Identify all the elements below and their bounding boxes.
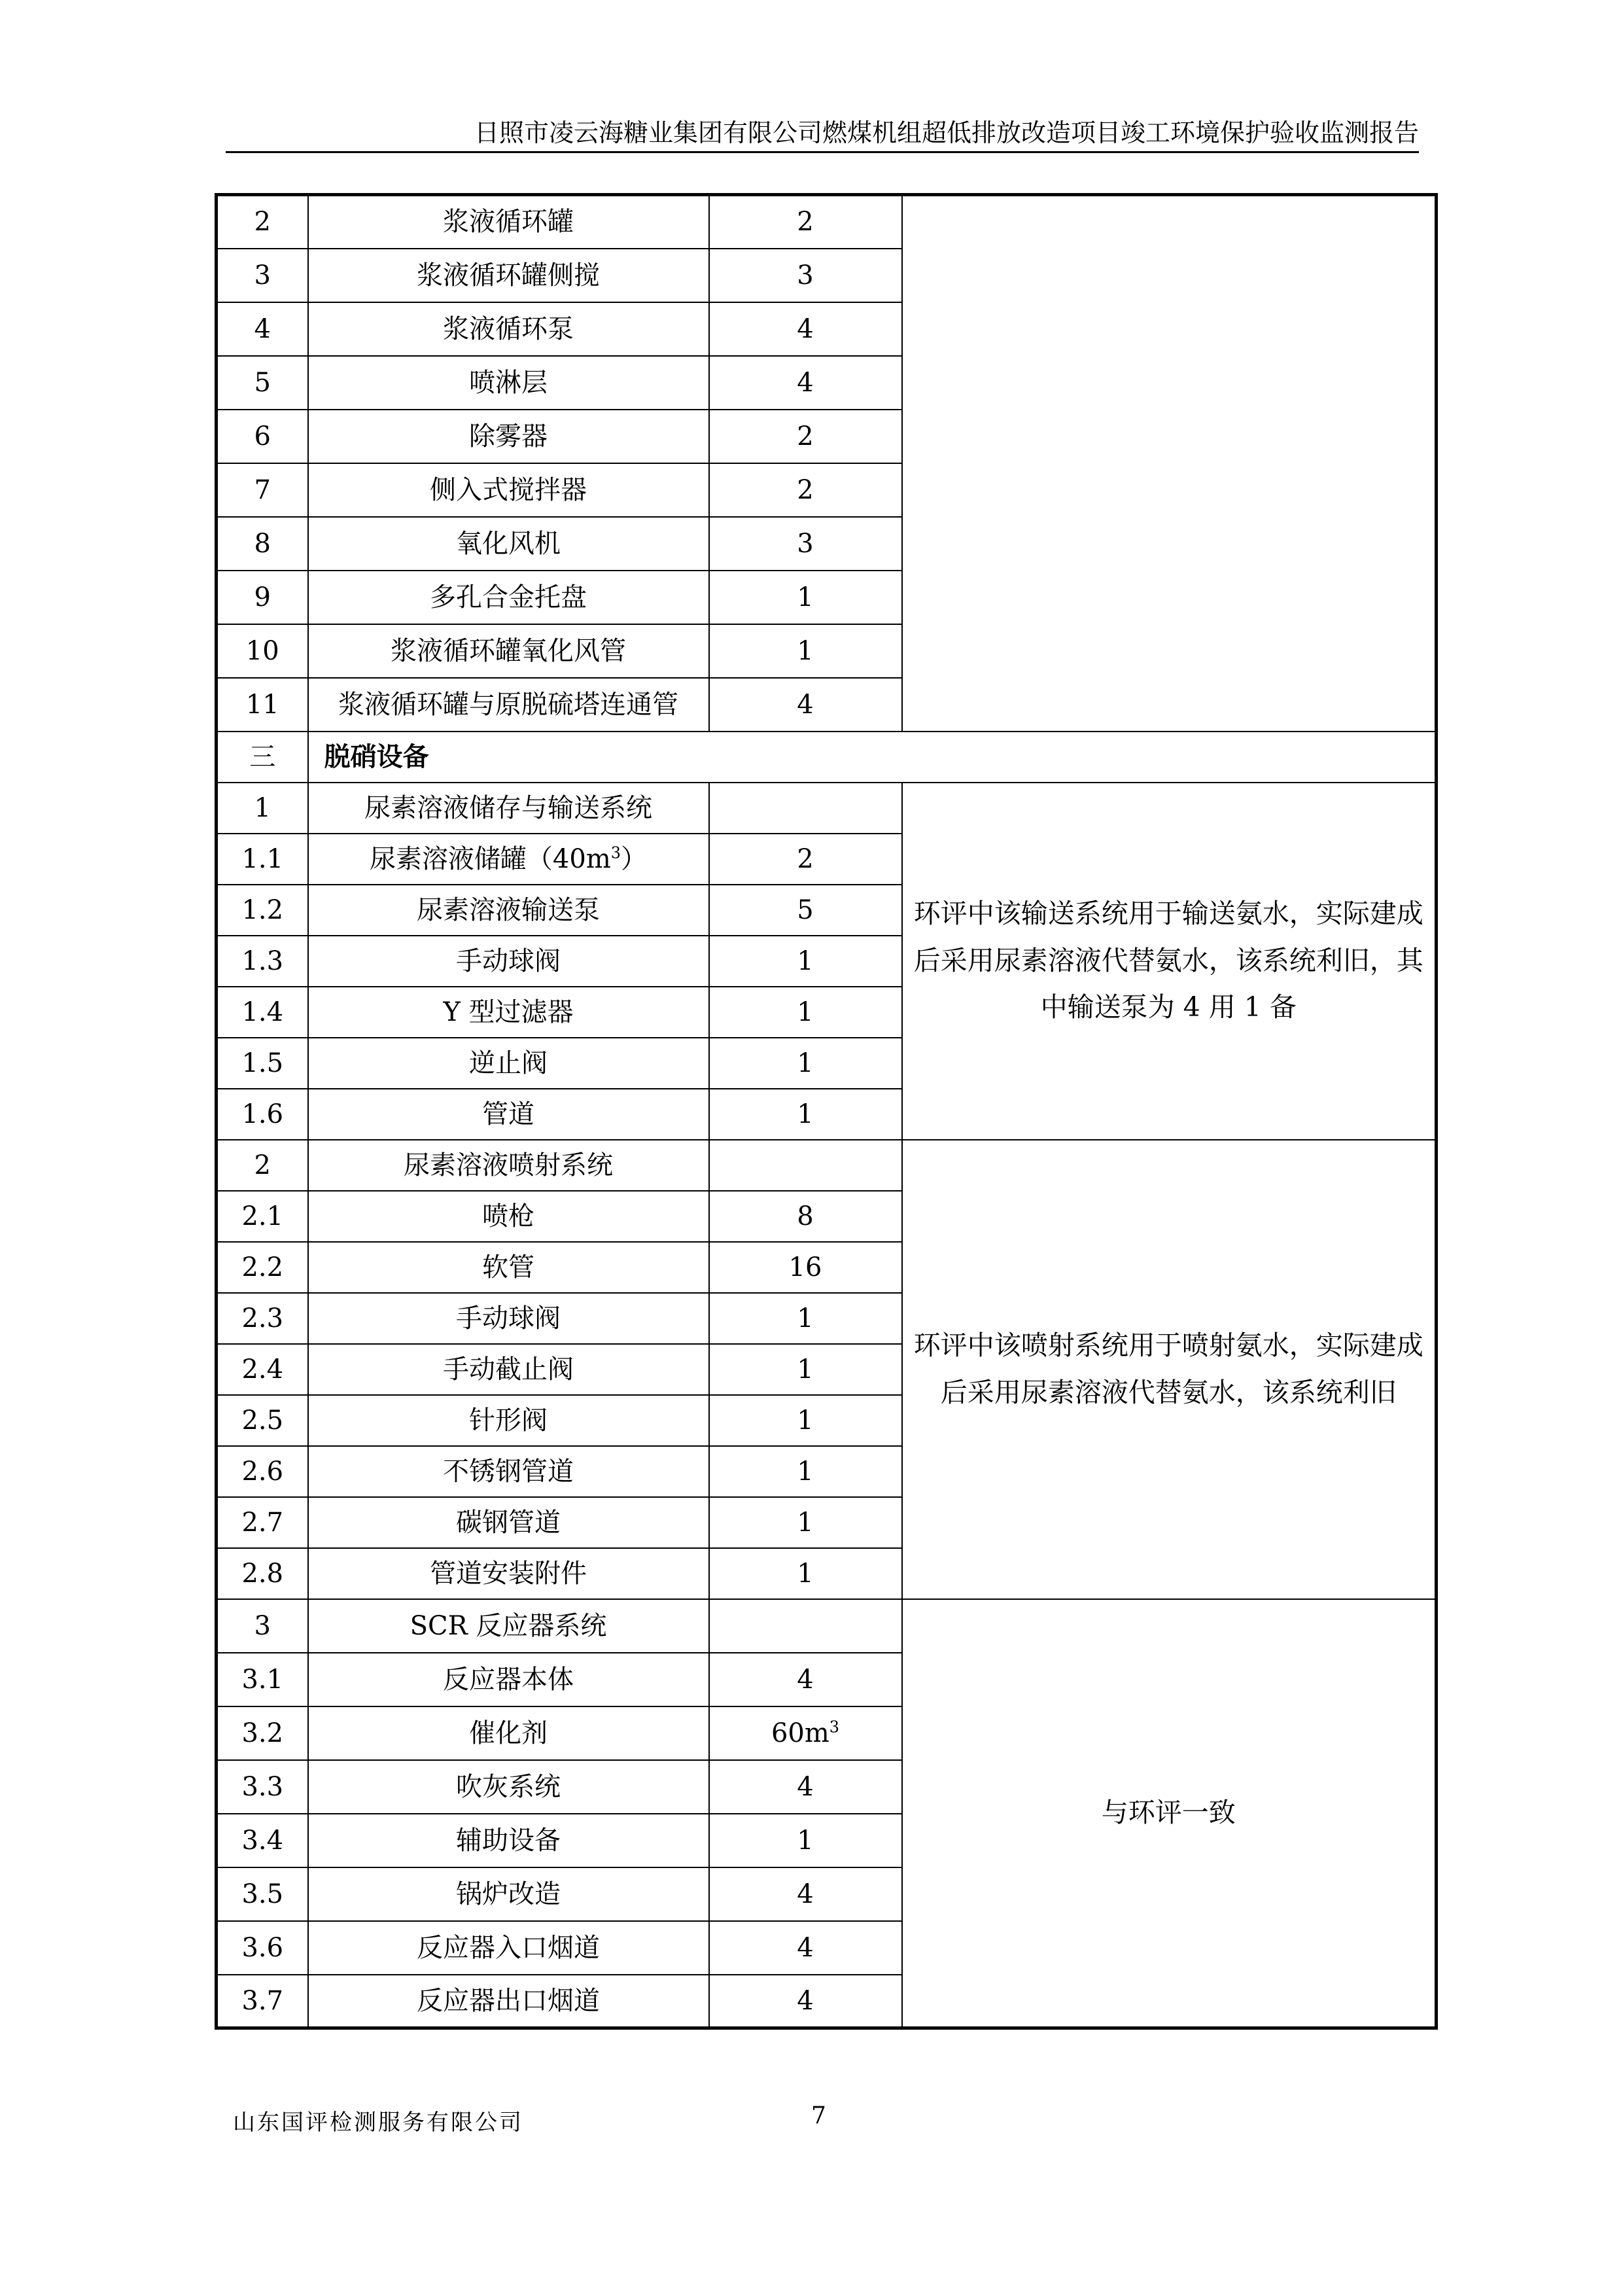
row-name: 尿素溶液喷射系统 (308, 1140, 709, 1191)
row-name: 不锈钢管道 (308, 1446, 709, 1497)
row-no: 2.1 (217, 1191, 308, 1242)
row-name: 反应器出口烟道 (308, 1975, 709, 2028)
row-qty: 1 (709, 987, 902, 1038)
row-name: 喷淋层 (308, 356, 709, 410)
row-qty (709, 1140, 902, 1191)
section-name: 脱硝设备 (308, 732, 1437, 783)
header-rule (226, 151, 1419, 153)
report-header-title: 日照市凌云海糖业集团有限公司燃煤机组超低排放改造项目竣工环境保护验收监测报告 (474, 118, 1419, 147)
row-name: 手动截止阀 (308, 1344, 709, 1395)
row-qty: 2 (709, 195, 902, 249)
row-qty: 1 (709, 1497, 902, 1548)
remark-cell: 与环评一致 (902, 1599, 1437, 2028)
row-name-end: ） (621, 843, 648, 874)
row-name: 浆液循环罐 (308, 195, 709, 249)
row-name: 浆液循环罐与原脱硫塔连通管 (308, 678, 709, 732)
row-qty: 1 (709, 571, 902, 624)
row-name: 除雾器 (308, 410, 709, 463)
row-qty: 1 (709, 1293, 902, 1344)
row-name: 尿素溶液储存与输送系统 (308, 783, 709, 834)
row-no: 3 (217, 1599, 308, 1653)
row-qty: 16 (709, 1242, 902, 1293)
row-name: 喷枪 (308, 1191, 709, 1242)
section-row (217, 732, 1437, 783)
row-no: 2 (217, 195, 308, 249)
row-qty: 1 (709, 1038, 902, 1089)
row-no: 1.2 (217, 885, 308, 936)
row-qty (709, 783, 902, 834)
row-qty: 2 (709, 834, 902, 885)
empty-remark-cell (902, 195, 1437, 732)
row-qty: 4 (709, 1921, 902, 1975)
remark-cell: 环评中该喷射系统用于喷射氨水，实际建成后采用尿素溶液代替氨水，该系统利旧 (902, 1140, 1437, 1599)
remark-cell: 环评中该输送系统用于输送氨水，实际建成后采用尿素溶液代替氨水，该系统利旧，其中输送泵为 4 用 1 备 (902, 783, 1437, 1140)
row-qty: 4 (709, 302, 902, 356)
row-name: 尿素溶液输送泵 (308, 885, 709, 936)
row-qty (709, 1599, 902, 1653)
row-qty: 3 (709, 517, 902, 571)
row-qty: 2 (709, 410, 902, 463)
row-qty: 1 (709, 1548, 902, 1599)
superscript: 3 (829, 1718, 840, 1737)
row-name-text: 尿素溶液储罐（40m (369, 843, 611, 874)
row-name: 锅炉改造 (308, 1867, 709, 1921)
row-qty: 4 (709, 1867, 902, 1921)
row-no: 3.2 (217, 1706, 308, 1760)
row-name: 多孔合金托盘 (308, 571, 709, 624)
row-no: 9 (217, 571, 308, 624)
row-no: 2.5 (217, 1395, 308, 1446)
row-no: 6 (217, 410, 308, 463)
row-qty (709, 1706, 902, 1760)
row-name: SCR 反应器系统 (308, 1599, 709, 1653)
row-no: 3.4 (217, 1814, 308, 1867)
row-qty-text: 60m (771, 1718, 829, 1748)
row-qty: 4 (709, 356, 902, 410)
row-no: 7 (217, 463, 308, 517)
row-no: 2.4 (217, 1344, 308, 1395)
row-qty: 1 (709, 1344, 902, 1395)
row-no: 3.5 (217, 1867, 308, 1921)
row-no: 3.7 (217, 1975, 308, 2028)
row-name: Y 型过滤器 (308, 987, 709, 1038)
row-name: 碳钢管道 (308, 1497, 709, 1548)
row-qty: 8 (709, 1191, 902, 1242)
row-no: 3.6 (217, 1921, 308, 1975)
row-no: 2.6 (217, 1446, 308, 1497)
equipment-table (215, 193, 1438, 2030)
footer-company-name: 山东国评检测服务有限公司 (233, 2110, 523, 2136)
row-name: 催化剂 (308, 1706, 709, 1760)
row-name: 手动球阀 (308, 1293, 709, 1344)
row-no: 8 (217, 517, 308, 571)
row-no: 11 (217, 678, 308, 732)
group-header-row (217, 1599, 1437, 1653)
superscript: 3 (610, 843, 621, 862)
row-qty: 1 (709, 1446, 902, 1497)
row-qty: 1 (709, 936, 902, 987)
row-qty: 1 (709, 624, 902, 678)
row-name: 软管 (308, 1242, 709, 1293)
row-no: 3.1 (217, 1653, 308, 1706)
row-name: 手动球阀 (308, 936, 709, 987)
row-qty: 2 (709, 463, 902, 517)
row-name: 逆止阀 (308, 1038, 709, 1089)
row-qty: 3 (709, 249, 902, 302)
row-no: 1.3 (217, 936, 308, 987)
row-no: 1.5 (217, 1038, 308, 1089)
row-qty: 1 (709, 1814, 902, 1867)
row-name: 吹灰系统 (308, 1760, 709, 1814)
table-row (217, 195, 1437, 249)
row-no: 5 (217, 356, 308, 410)
row-name: 针形阀 (308, 1395, 709, 1446)
row-name: 侧入式搅拌器 (308, 463, 709, 517)
row-no: 1.4 (217, 987, 308, 1038)
row-name: 浆液循环罐侧搅 (308, 249, 709, 302)
row-qty: 4 (709, 1760, 902, 1814)
row-name: 氧化风机 (308, 517, 709, 571)
row-qty: 4 (709, 678, 902, 732)
row-qty: 1 (709, 1395, 902, 1446)
row-no: 10 (217, 624, 308, 678)
row-name: 管道安装附件 (308, 1548, 709, 1599)
row-qty: 4 (709, 1653, 902, 1706)
row-no: 4 (217, 302, 308, 356)
row-no: 2 (217, 1140, 308, 1191)
row-no: 1.6 (217, 1089, 308, 1140)
row-no: 2.8 (217, 1548, 308, 1599)
row-qty: 1 (709, 1089, 902, 1140)
row-qty: 4 (709, 1975, 902, 2028)
row-name: 反应器入口烟道 (308, 1921, 709, 1975)
group-header-row (217, 1140, 1437, 1191)
row-no: 2.2 (217, 1242, 308, 1293)
page-number: 7 (811, 2102, 826, 2129)
row-no: 2.7 (217, 1497, 308, 1548)
row-name: 浆液循环泵 (308, 302, 709, 356)
row-name: 反应器本体 (308, 1653, 709, 1706)
row-no: 1 (217, 783, 308, 834)
row-name: 辅助设备 (308, 1814, 709, 1867)
row-no: 2.3 (217, 1293, 308, 1344)
row-name: 管道 (308, 1089, 709, 1140)
group-header-row (217, 783, 1437, 834)
row-name: 浆液循环罐氧化风管 (308, 624, 709, 678)
row-no: 1.1 (217, 834, 308, 885)
row-name (308, 834, 709, 885)
row-qty: 5 (709, 885, 902, 936)
row-no: 3 (217, 249, 308, 302)
row-no: 3.3 (217, 1760, 308, 1814)
section-no: 三 (217, 732, 308, 783)
